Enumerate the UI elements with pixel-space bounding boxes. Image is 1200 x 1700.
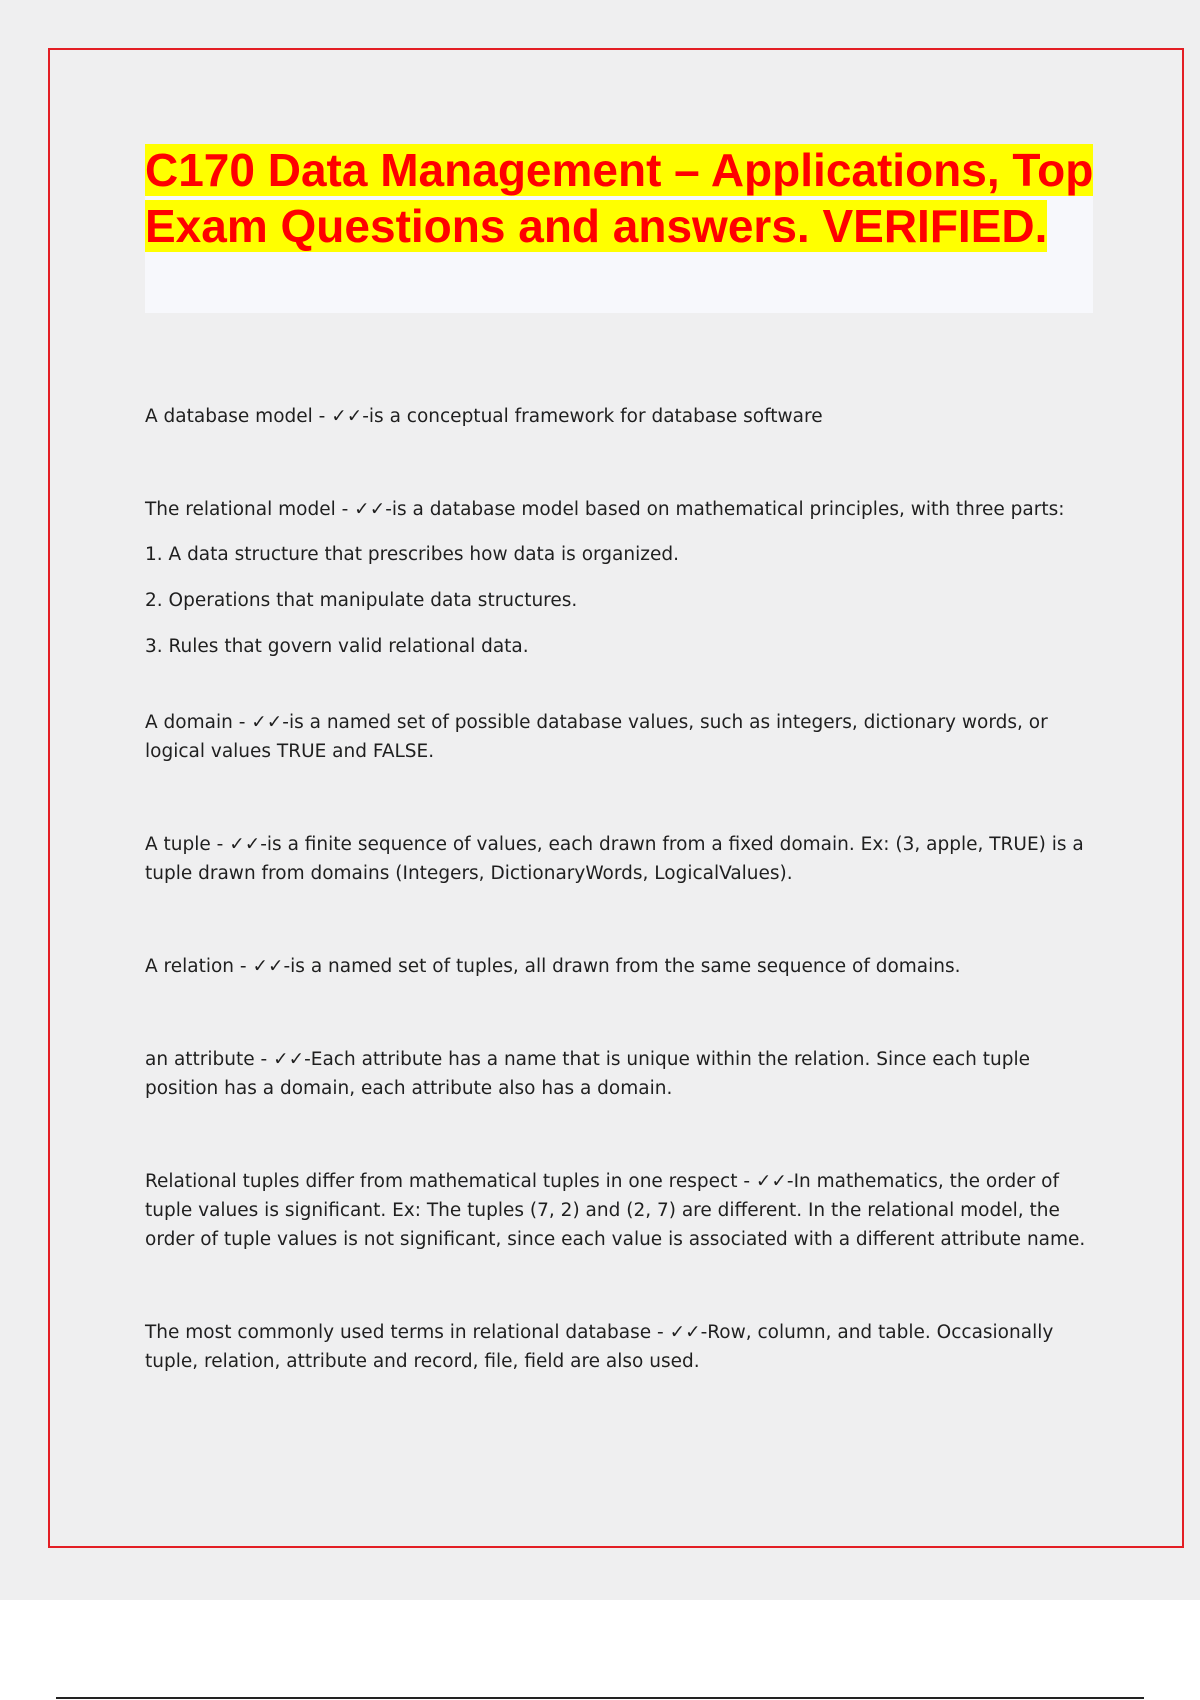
- qa-term: A tuple: [145, 834, 211, 855]
- qa-term: Relational tuples differ from mathematical tuples in one respect: [145, 1171, 738, 1192]
- numbered-list: [145, 540, 1095, 661]
- list-item: 1. A data structure that prescribes how data is organized.: [145, 544, 679, 565]
- qa-item: [145, 402, 1095, 431]
- qa-term: an attribute: [145, 1049, 255, 1070]
- qa-separator: - ✓✓-: [737, 1171, 794, 1192]
- qa-separator: - ✓✓-: [335, 499, 392, 520]
- qa-answer: is a conceptual framework for database software: [368, 406, 823, 427]
- qa-answer: is a finite sequence of values, each drawn from a fixed domain. Ex: (3, apple, TRUE) is a tuple drawn from domains (Integers, DictionaryWords, LogicalValues).: [145, 834, 1084, 884]
- qa-answer: Row, column, and table. Occasionally tuple, relation, attribute and record, file, field are also used.: [145, 1322, 1054, 1372]
- qa-separator: - ✓✓-: [651, 1322, 708, 1343]
- list-item: 3. Rules that govern valid relational data.: [145, 636, 529, 657]
- qa-term: The most commonly used terms in relational database: [145, 1322, 652, 1343]
- qa-item: [145, 830, 1095, 888]
- qa-answer: is a named set of tuples, all drawn from the same sequence of domains.: [290, 956, 961, 977]
- qa-separator: - ✓✓-: [232, 712, 289, 733]
- qa-term: The relational model: [145, 499, 336, 520]
- qa-separator: - ✓✓-: [234, 956, 291, 977]
- qa-answer: In mathematics, the order of tuple values is significant. Ex: The tuples (7, 2) and (2, 7) are different. In the relational model, the order of tuple values is not significant, since each value is associated with a different attribute name.: [145, 1171, 1086, 1250]
- qa-term: A database model: [145, 406, 313, 427]
- qa-item: [145, 1167, 1095, 1254]
- qa-term: A domain: [145, 712, 233, 733]
- document-title: C170 Data Management – Applications, Top Exam Questions and answers. VERIFIED.: [145, 144, 1094, 252]
- qa-separator: - ✓✓-: [254, 1049, 311, 1070]
- bottom-divider: [56, 1697, 1144, 1699]
- qa-item: [145, 708, 1095, 766]
- qa-item: [145, 1318, 1095, 1376]
- qa-answer: is a database model based on mathematical principles, with three parts:: [391, 499, 1065, 520]
- qa-answer: is a named set of possible database values, such as integers, dictionary words, or logical values TRUE and FALSE.: [145, 712, 1048, 762]
- qa-item: [145, 1045, 1095, 1103]
- qa-separator: - ✓✓-: [210, 834, 267, 855]
- qa-item: [145, 952, 1095, 981]
- qa-term: A relation: [145, 956, 235, 977]
- list-item: 2. Operations that manipulate data structures.: [145, 590, 578, 611]
- qa-item: [145, 495, 1095, 661]
- qa-separator: - ✓✓-: [312, 406, 369, 427]
- qa-list: [145, 402, 1095, 1376]
- qa-answer: Each attribute has a name that is unique within the relation. Since each tuple position has a domain, each attribute also has a domain.: [145, 1049, 1030, 1099]
